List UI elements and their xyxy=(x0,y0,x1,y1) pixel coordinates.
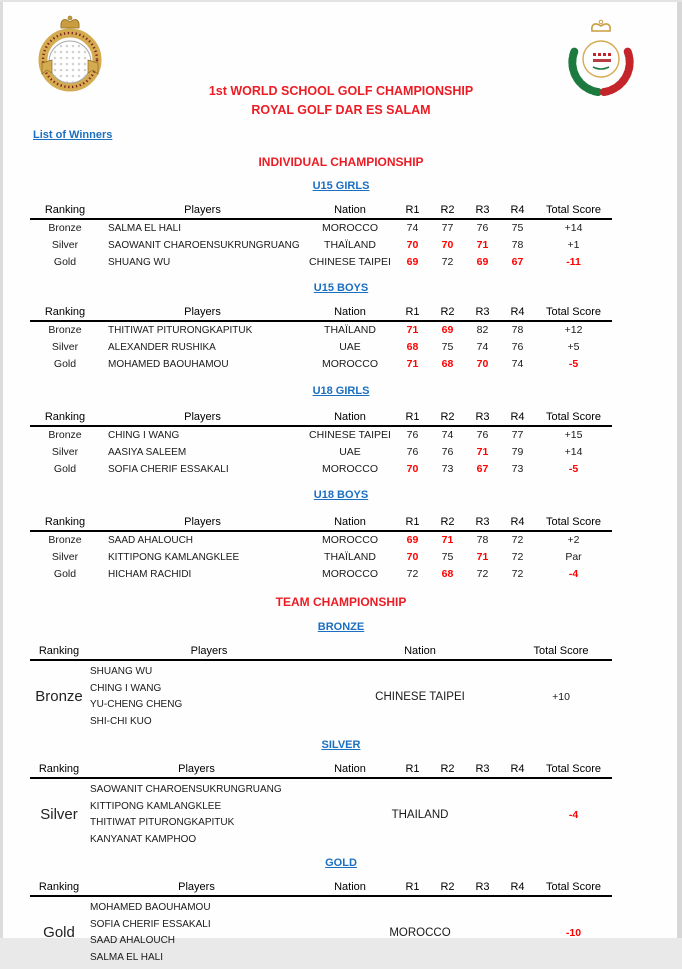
total-cell: +14 xyxy=(564,446,583,458)
ranking-cell: Gold xyxy=(53,358,77,370)
score-cell: 77 xyxy=(511,429,524,441)
total-cell: +2 xyxy=(567,534,580,546)
page-edge-top xyxy=(0,0,682,2)
col-header-nation: Nation xyxy=(305,203,395,219)
nation-cell: MOROCCO xyxy=(322,534,378,546)
score-cell: 70 xyxy=(406,239,419,251)
score-cell: 71 xyxy=(406,358,419,370)
table-row xyxy=(30,237,612,254)
col-header-r3: R3 xyxy=(465,203,500,219)
col-header-r4: R4 xyxy=(500,880,535,896)
col-header-r1: R1 xyxy=(395,515,430,531)
score-cell: 71 xyxy=(406,324,419,336)
col-header-r2: R2 xyxy=(430,410,465,426)
nation-cell: CHINESE TAIPEI xyxy=(309,429,391,441)
total-cell: -10 xyxy=(565,926,582,939)
player-name: CHING I WANG xyxy=(90,682,162,694)
col-header-r3: R3 xyxy=(465,305,500,321)
col-header-ranking: Ranking xyxy=(30,410,100,426)
total-cell: +12 xyxy=(564,324,583,336)
col-header-total-score: Total Score xyxy=(535,410,612,426)
score-cell: 78 xyxy=(511,239,524,251)
table-row xyxy=(30,426,612,444)
team-gold-table xyxy=(30,880,612,969)
player-cell: AASIYA SALEEM xyxy=(108,446,187,458)
col-header-nation: Nation xyxy=(305,762,395,778)
player-cell: HICHAM RACHIDI xyxy=(108,568,192,580)
score-cell: 77 xyxy=(441,222,454,234)
col-header-total-score: Total Score xyxy=(535,880,612,896)
score-cell: 72 xyxy=(511,551,524,563)
player-name: KANYANAT KAMPHOO xyxy=(90,833,197,845)
ranking-cell: Bronze xyxy=(48,429,82,441)
header-row xyxy=(30,305,612,321)
col-header-r2: R2 xyxy=(430,880,465,896)
total-cell: +15 xyxy=(564,429,583,441)
player-name: KITTIPONG KAMLANGKLEE xyxy=(90,800,222,812)
score-cell: 70 xyxy=(406,463,419,475)
total-cell: +5 xyxy=(567,341,580,353)
col-header-total-score: Total Score xyxy=(535,762,612,778)
ranking-cell: Silver xyxy=(51,551,79,563)
player-cell: MOHAMED BAOUHAMOU xyxy=(108,358,229,370)
col-header-r2: R2 xyxy=(430,515,465,531)
u18-boys-table xyxy=(30,515,612,583)
score-cell: 75 xyxy=(511,222,524,234)
player-cell: SAOWANIT CHAROENSUKRUNGRUANG xyxy=(108,239,300,251)
player-name: THITIWAT PITURONGKAPITUK xyxy=(90,817,235,828)
player-name: YU-CHENG CHENG xyxy=(90,699,183,710)
nation-cell: MOROCCO xyxy=(389,926,451,939)
score-cell: 78 xyxy=(511,324,524,336)
player-name: SALMA EL HALI xyxy=(90,951,163,963)
table-row xyxy=(30,461,612,478)
score-cell: 69 xyxy=(476,256,489,268)
score-cell: 74 xyxy=(441,429,454,441)
nation-cell: THAILAND xyxy=(391,808,449,821)
score-cell: 68 xyxy=(441,568,454,580)
team-silver-table xyxy=(30,762,612,851)
team-players-cell xyxy=(88,660,330,733)
score-cell: 76 xyxy=(476,222,489,234)
score-cell: 76 xyxy=(476,429,489,441)
col-header-r4: R4 xyxy=(500,762,535,778)
col-header-players: Players xyxy=(88,880,305,896)
score-cell: 69 xyxy=(406,256,419,268)
col-header-total-score: Total Score xyxy=(535,515,612,531)
crown-icon xyxy=(592,24,610,31)
team-players-cell xyxy=(88,896,305,969)
score-cell: 72 xyxy=(511,568,524,580)
nation-cell: THAÏLAND xyxy=(324,324,376,336)
score-cell: 75 xyxy=(441,551,454,563)
ranking-cell: Gold xyxy=(43,924,75,941)
ranking-cell: Gold xyxy=(53,568,77,580)
col-header-players: Players xyxy=(100,410,305,426)
ranking-cell: Silver xyxy=(51,239,79,251)
u18-girls-table xyxy=(30,410,612,478)
table-row xyxy=(30,549,612,566)
player-cell: ALEXANDER RUSHIKA xyxy=(108,341,216,353)
total-cell: -11 xyxy=(566,256,581,268)
score-cell: 72 xyxy=(406,568,419,580)
score-cell: 72 xyxy=(441,256,454,268)
team-row xyxy=(30,660,612,733)
total-cell: +1 xyxy=(567,239,580,251)
nation-cell: MOROCCO xyxy=(322,463,378,475)
header-row xyxy=(30,880,612,896)
player-name: SOFIA CHERIF ESSAKALI xyxy=(90,918,211,930)
player-cell: SOFIA CHERIF ESSAKALI xyxy=(108,463,229,475)
nation-cell: THAÏLAND xyxy=(324,239,376,251)
score-cell: 74 xyxy=(511,358,524,370)
score-cell: 74 xyxy=(406,222,419,234)
u18-girls-link[interactable]: U18 GIRLS xyxy=(312,385,370,397)
team-bronze-table xyxy=(30,644,612,733)
score-cell: 69 xyxy=(406,534,419,546)
team-bronze-link[interactable]: BRONZE xyxy=(317,621,365,633)
score-cell: 71 xyxy=(441,534,454,546)
col-header-nation: Nation xyxy=(305,305,395,321)
table-row xyxy=(30,531,612,549)
score-cell: 75 xyxy=(441,341,454,353)
col-header-nation: Nation xyxy=(305,880,395,896)
ranking-cell: Silver xyxy=(40,806,78,823)
col-header-ranking: Ranking xyxy=(30,762,88,778)
col-header-nation: Nation xyxy=(330,644,510,660)
col-header-r4: R4 xyxy=(500,203,535,219)
nation-cell: THAÏLAND xyxy=(324,551,376,563)
team-gold-link[interactable]: GOLD xyxy=(325,857,357,869)
col-header-r2: R2 xyxy=(430,203,465,219)
crown-icon xyxy=(61,20,79,28)
col-header-r3: R3 xyxy=(465,410,500,426)
col-header-players: Players xyxy=(88,644,330,660)
col-header-nation: Nation xyxy=(305,515,395,531)
col-header-r1: R1 xyxy=(395,410,430,426)
table-row xyxy=(30,566,612,583)
player-name: SAOWANIT CHAROENSUKRUNGRUANG xyxy=(90,784,282,795)
ranking-cell: Bronze xyxy=(48,534,82,546)
col-header-ranking: Ranking xyxy=(30,880,88,896)
ranking-cell: Bronze xyxy=(35,688,83,705)
player-cell: KITTIPONG KAMLANGKLEE xyxy=(108,551,240,563)
table-row xyxy=(30,254,612,271)
score-cell: 71 xyxy=(476,551,489,563)
score-cell: 76 xyxy=(406,429,419,441)
col-header-total-score: Total Score xyxy=(510,644,612,660)
page-edge-left xyxy=(0,0,3,938)
score-cell: 70 xyxy=(441,239,454,251)
col-header-r4: R4 xyxy=(500,410,535,426)
table-row xyxy=(30,444,612,461)
total-cell: +10 xyxy=(552,690,570,703)
score-cell: 72 xyxy=(511,534,524,546)
score-cell: 82 xyxy=(476,324,489,336)
u15-boys-link[interactable]: U15 BOYS xyxy=(313,282,369,294)
ranking-cell: Silver xyxy=(51,341,79,353)
score-cell: 70 xyxy=(406,551,419,563)
col-header-ranking: Ranking xyxy=(30,203,100,219)
total-cell: -4 xyxy=(568,808,579,821)
u18-boys-link[interactable]: U18 BOYS xyxy=(313,489,369,501)
team-championship-heading: TEAM CHAMPIONSHIP xyxy=(275,595,407,609)
col-header-players: Players xyxy=(88,762,305,778)
score-cell: 76 xyxy=(441,446,454,458)
nation-cell: UAE xyxy=(339,446,361,458)
col-header-r1: R1 xyxy=(395,880,430,896)
nation-cell: MOROCCO xyxy=(322,358,378,370)
federation-wreath-logo xyxy=(562,18,640,103)
player-cell: SALMA EL HALI xyxy=(108,222,181,234)
col-header-r2: R2 xyxy=(430,762,465,778)
score-cell: 76 xyxy=(511,341,524,353)
score-cell: 70 xyxy=(476,358,489,370)
nation-cell: CHINESE TAIPEI xyxy=(375,690,465,703)
header-row xyxy=(30,515,612,531)
header-row xyxy=(30,410,612,426)
header-row xyxy=(30,762,612,778)
col-header-r1: R1 xyxy=(395,203,430,219)
header-row xyxy=(30,203,612,219)
individual-championship-heading: INDIVIDUAL CHAMPIONSHIP xyxy=(258,155,424,169)
score-cell: 71 xyxy=(476,239,489,251)
ranking-cell: Silver xyxy=(51,446,79,458)
total-cell: -5 xyxy=(568,358,579,370)
col-header-ranking: Ranking xyxy=(30,515,100,531)
total-cell: Par xyxy=(565,551,582,563)
score-cell: 76 xyxy=(406,446,419,458)
score-cell: 78 xyxy=(476,534,489,546)
col-header-r3: R3 xyxy=(465,880,500,896)
score-cell: 68 xyxy=(441,358,454,370)
col-header-r4: R4 xyxy=(500,305,535,321)
nation-cell: UAE xyxy=(339,341,361,353)
col-header-r1: R1 xyxy=(395,305,430,321)
total-cell: -4 xyxy=(568,568,579,580)
page-title-line2: ROYAL GOLF DAR ES SALAM xyxy=(251,103,431,117)
col-header-nation: Nation xyxy=(305,410,395,426)
nation-cell: CHINESE TAIPEI xyxy=(309,256,391,268)
page-edge-right xyxy=(677,0,682,938)
score-cell: 71 xyxy=(476,446,489,458)
header-row xyxy=(30,644,612,660)
player-name: SHUANG WU xyxy=(90,666,153,677)
golf-ball-icon xyxy=(50,42,90,82)
col-header-r3: R3 xyxy=(465,762,500,778)
col-header-ranking: Ranking xyxy=(30,644,88,660)
score-cell: 69 xyxy=(441,324,454,336)
player-name: SAAD AHALOUCH xyxy=(90,935,176,946)
score-cell: 68 xyxy=(406,341,419,353)
table-row xyxy=(30,219,612,237)
player-cell: SHUANG WU xyxy=(108,256,171,268)
team-row xyxy=(30,896,612,969)
col-header-total-score: Total Score xyxy=(535,305,612,321)
nation-cell: MOROCCO xyxy=(322,568,378,580)
col-header-r4: R4 xyxy=(500,515,535,531)
col-header-r3: R3 xyxy=(465,515,500,531)
score-cell: 72 xyxy=(476,568,489,580)
table-row xyxy=(30,321,612,339)
u15-boys-table xyxy=(30,305,612,373)
score-cell: 73 xyxy=(511,463,524,475)
u15-girls-table xyxy=(30,203,612,271)
score-cell: 67 xyxy=(476,463,489,475)
u15-girls-link[interactable]: U15 GIRLS xyxy=(312,180,370,192)
total-cell: +14 xyxy=(564,222,583,234)
score-cell: 79 xyxy=(511,446,524,458)
player-cell: THITIWAT PITURONGKAPITUK xyxy=(108,324,253,336)
team-players-cell xyxy=(88,778,305,851)
total-cell: -5 xyxy=(568,463,579,475)
score-cell: 74 xyxy=(476,341,489,353)
score-cell: 73 xyxy=(441,463,454,475)
col-header-r1: R1 xyxy=(395,762,430,778)
table-row xyxy=(30,356,612,373)
ranking-cell: Bronze xyxy=(48,222,82,234)
table-row xyxy=(30,339,612,356)
nation-cell: MOROCCO xyxy=(322,222,378,234)
player-cell: SAAD AHALOUCH xyxy=(108,534,194,546)
page-title-line1: 1st WORLD SCHOOL GOLF CHAMPIONSHIP xyxy=(208,84,474,98)
player-name: MOHAMED BAOUHAMOU xyxy=(90,902,211,913)
col-header-players: Players xyxy=(100,305,305,321)
player-name: SHI-CHI KUO xyxy=(90,715,152,727)
score-cell: 67 xyxy=(511,256,524,268)
ranking-cell: Bronze xyxy=(48,324,82,336)
player-cell: CHING I WANG xyxy=(108,429,180,441)
team-row xyxy=(30,778,612,851)
list-of-winners-link[interactable]: List of Winners xyxy=(33,129,113,141)
col-header-ranking: Ranking xyxy=(30,305,100,321)
col-header-total-score: Total Score xyxy=(535,203,612,219)
ranking-cell: Gold xyxy=(53,256,77,268)
golf-ball-crown-logo xyxy=(34,13,106,100)
col-header-players: Players xyxy=(100,203,305,219)
ranking-cell: Gold xyxy=(53,463,77,475)
col-header-r2: R2 xyxy=(430,305,465,321)
col-header-players: Players xyxy=(100,515,305,531)
team-silver-link[interactable]: SILVER xyxy=(321,739,361,751)
